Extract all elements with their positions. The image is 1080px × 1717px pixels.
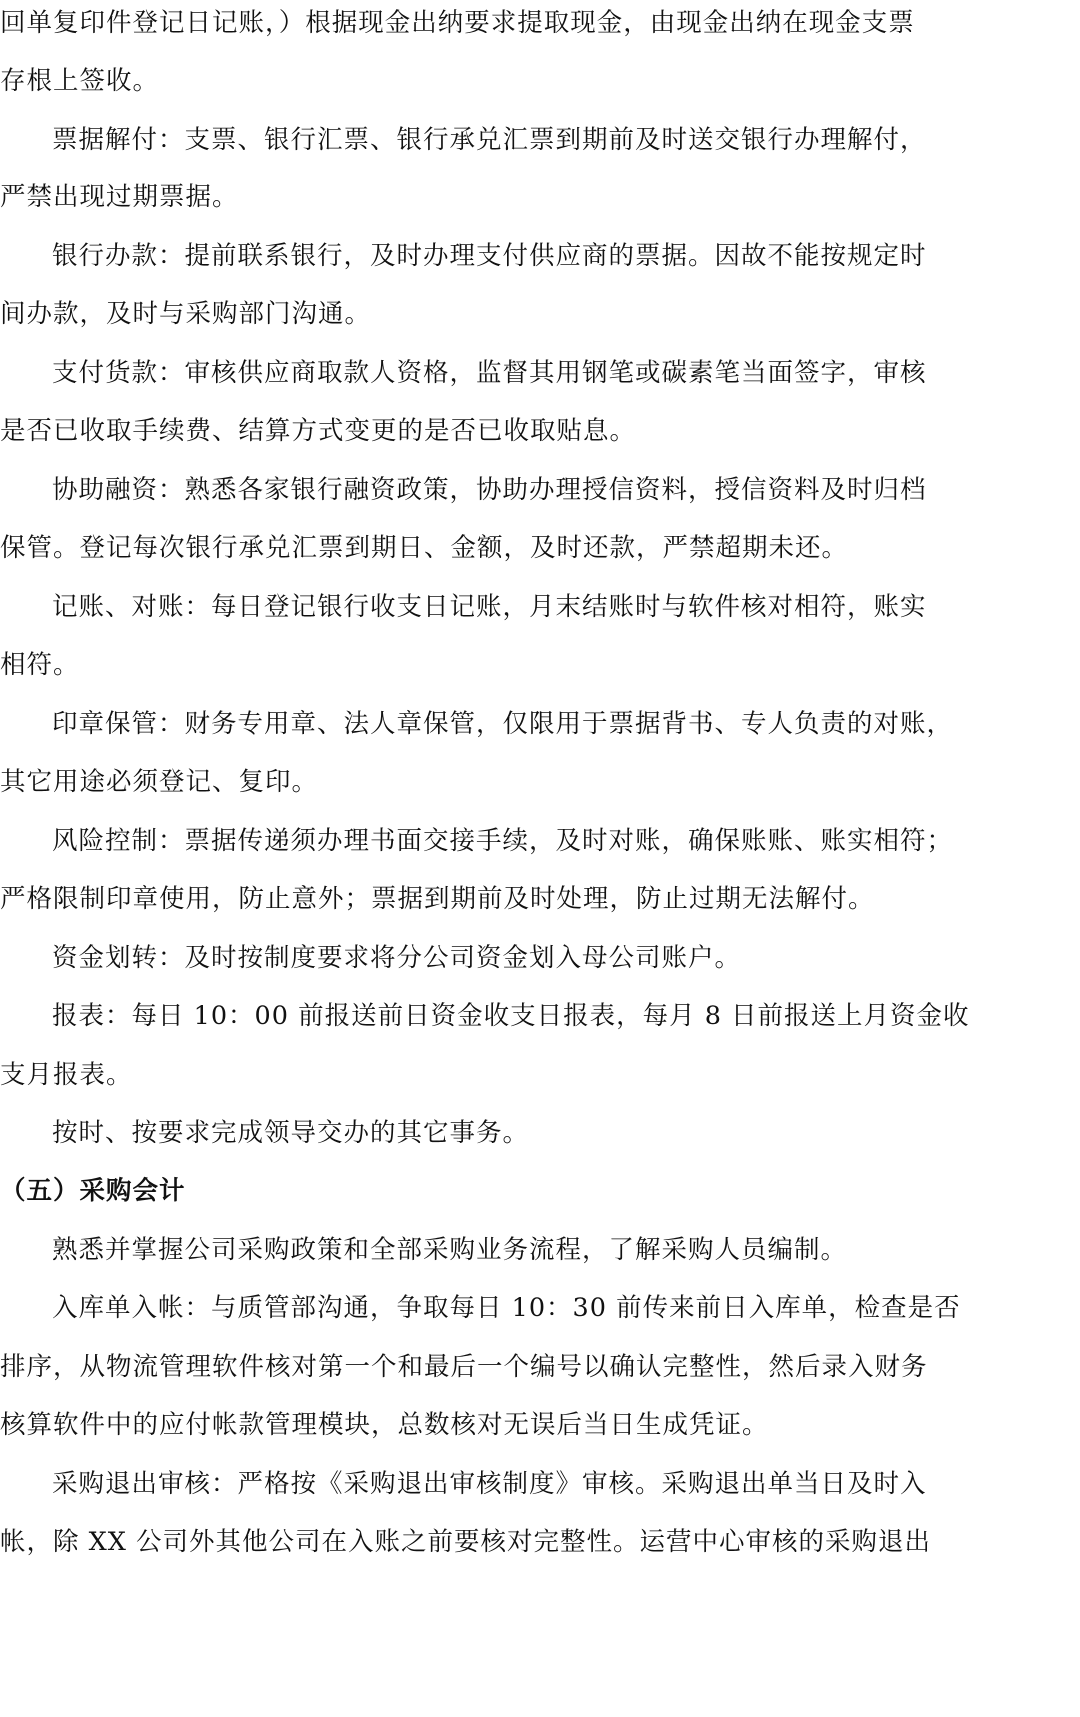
text-line: 核算软件中的应付帐款管理模块，总数核对无误后当日生成凭证。: [0, 1410, 769, 1440]
paragraph-line: 熟悉并掌握公司采购政策和全部采购业务流程，了解采购人员编制。: [52, 1235, 848, 1265]
text-line: 帐，除 XX 公司外其他公司在入账之前要核对完整性。运营中心审核的采购退出: [0, 1527, 932, 1557]
text-line: 支月报表。: [0, 1060, 133, 1090]
paragraph-line: 采购退出审核：严格按《采购退出审核制度》审核。采购退出单当日及时入: [52, 1469, 927, 1499]
paragraph-line: 资金划转：及时按制度要求将分公司资金划入母公司账户。: [52, 943, 742, 973]
text-line: 严禁出现过期票据。: [0, 182, 239, 212]
text-line: 保管。登记每次银行承兑汇票到期日、金额，及时还款，严禁超期未还。: [0, 533, 849, 563]
paragraph-line: 印章保管：财务专用章、法人章保管，仅限用于票据背书、专人负责的对账，: [52, 709, 954, 739]
paragraph-line: 入库单入帐：与质管部沟通，争取每日 10：30 前传来前日入库单，检查是否: [52, 1293, 961, 1323]
text-line: 间办款，及时与采购部门沟通。: [0, 299, 372, 329]
paragraph-line: 票据解付：支票、银行汇票、银行承兑汇票到期前及时送交银行办理解付，: [52, 125, 927, 155]
text-line: 存根上签收。: [0, 66, 160, 96]
paragraph-line: 记账、对账：每日登记银行收支日记账，月末结账时与软件核对相符，账实: [52, 592, 927, 622]
text-line: 排序，从物流管理软件核对第一个和最后一个编号以确认完整性，然后录入财务: [0, 1352, 928, 1382]
paragraph-line: 协助融资：熟悉各家银行融资政策，协助办理授信资料，授信资料及时归档: [52, 475, 927, 505]
paragraph-line: 支付货款：审核供应商取款人资格，监督其用钢笔或碳素笔当面签字，审核: [52, 358, 927, 388]
section-heading: （五）采购会计: [0, 1176, 186, 1206]
text-line: 相符。: [0, 650, 80, 680]
paragraph-line: 报表：每日 10：00 前报送前日资金收支日报表，每月 8 日前报送上月资金收: [52, 1001, 970, 1031]
paragraph-line: 银行办款：提前联系银行，及时办理支付供应商的票据。因故不能按规定时: [52, 241, 927, 271]
text-line: 回单复印件登记日记账，）根据现金出纳要求提取现金，由现金出纳在现金支票: [0, 8, 915, 38]
text-line: 其它用途必须登记、复印。: [0, 767, 319, 797]
paragraph-line: 按时、按要求完成领导交办的其它事务。: [52, 1118, 530, 1148]
text-line: 是否已收取手续费、结算方式变更的是否已收取贴息。: [0, 416, 637, 446]
text-line: 严格限制印章使用，防止意外；票据到期前及时处理，防止过期无法解付。: [0, 884, 875, 914]
paragraph-line: 风险控制：票据传递须办理书面交接手续，及时对账，确保账账、账实相符；: [52, 826, 954, 856]
